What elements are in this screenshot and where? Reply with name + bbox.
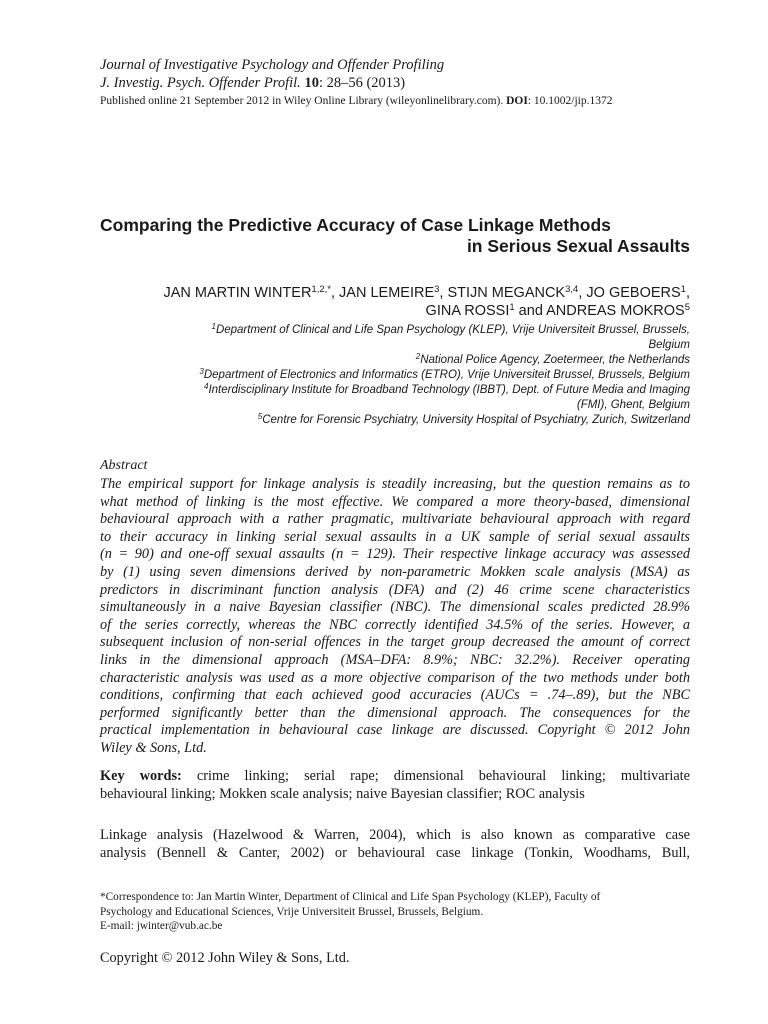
author-row-1: JAN MARTIN $WINTER^{1,2,*}$, JAN LEMEIRE$^3$, STIJN MEGANCK$^{3,4}$, JO GEBOERS$^1$,: [163, 284, 690, 301]
author-sup: 1: [509, 302, 515, 313]
journal-citation: [100, 74, 700, 92]
abstract-line: conditions, confirming that each achieved good accuracies (AUCs = .74–.89), but the NBC: [100, 687, 690, 704]
abstract-line: simultaneously in a naive Bayesian classifier (NBC). The dimensional scales predicted 28.9%: [100, 599, 690, 616]
author-sup: 5: [684, 302, 690, 313]
keywords-line-1: [100, 767, 690, 785]
affiliation-1: $^1$Department of Clinical and Life Span Psychology (KLEP), Vrije Universiteit Brussel, Brussels,: [211, 322, 690, 336]
affiliation-2: $^2$National Police Agency, Zoetermeer, the Netherlands: [415, 352, 690, 366]
author-list: [90, 284, 690, 320]
journal-abbrev: J. Investig. Psych. Offender Profil.: [100, 75, 301, 91]
abstract-line: to their accuracy in linking serial sexual assaults in a UK sample of serial sexual assaults: [100, 528, 690, 545]
publication-info: [100, 93, 700, 109]
correspondence-footnote: [100, 890, 700, 934]
abstract-line: of the series correctly, whereas the NBC correctly identified 34.5% of the series. However, a: [100, 616, 690, 633]
author-row-2: GINA ROSSI$^1$ and ANDREAS MOKROS$^5$: [425, 302, 690, 319]
affiliation-4-cont: (FMI), Ghent, Belgium: [576, 399, 690, 411]
journal-pages: : 28–56 (2013): [318, 75, 406, 91]
article-title: [100, 215, 690, 257]
title-line-2: in Serious Sexual Assaults: [466, 236, 690, 256]
abstract-line: behavioural approach with a rather pragmatic, multivariate behavioural approach with regard: [100, 511, 690, 528]
abstract-line: The empirical support for linkage analysis is steadily increasing, but the question remains as to: [100, 476, 690, 492]
abstract-line: (n = 90) and one-off sexual assaults (n = 129). Their respective linkage accuracy was assessed: [100, 546, 690, 563]
footnote-line-1: *Correspondence to: Jan Martin Winter, Department of Clinical and Life Span Psychology (KLEP), Faculty of: [100, 891, 601, 903]
abstract-body: [100, 476, 690, 758]
abstract-line: characteristic analysis was used as a more objective comparison of the two methods under both: [100, 669, 690, 686]
intro-paragraph: [100, 826, 690, 862]
keywords-text-1: crime linking; serial rape; dimensional behavioural linking; multivariate: [181, 768, 690, 784]
abstract-line: Wiley & Sons, Ltd.: [100, 739, 207, 756]
journal-header: [100, 56, 700, 109]
abstract-line: performed significantly better than the dimensional approach. The consequences for the: [100, 704, 690, 721]
abstract-line: subsequent inclusion of non-serial offences in the target group decreased the amount of correct: [100, 634, 690, 651]
abstract-line: predictors in discriminant function analysis (DFA) and (2) 46 crime scene characteristics: [100, 581, 690, 598]
abstract-heading: Abstract: [100, 458, 148, 473]
intro-line-2: analysis (Bennell & Canter, 2002) or behavioural case linkage (Tonkin, Woodhams, Bull,: [100, 845, 690, 861]
copyright-notice: Copyright © 2012 John Wiley & Sons, Ltd.: [100, 950, 350, 966]
doi-value: : 10.1002/jip.1372: [527, 95, 613, 107]
footnote-line-2: Psychology and Educational Sciences, Vrije Universiteit Brussel, Brussels, Belgium.: [100, 905, 484, 918]
doi-label: DOI: [506, 95, 528, 107]
affiliations: [90, 323, 690, 428]
abstract-line: by (1) using seven dimensions derived by non-parametric Mokken scale analysis (MSA) as: [100, 563, 690, 580]
author-name: JAN MARTIN WINTER: [163, 285, 312, 301]
author-sup: 1,2,*: [311, 284, 331, 295]
author-name: STIJN MEGANCK: [447, 285, 566, 301]
journal-volume: 10: [304, 75, 319, 91]
affiliation-1-cont: Belgium: [648, 339, 690, 351]
author-sup: 3: [434, 284, 440, 295]
affiliation-3: $^3$Department of Electronics and Informatics (ETRO), Vrije Universiteit Brussel, Brussels, Belgium: [199, 367, 690, 381]
abstract-line: what method of linking is the most effective. We compared a more theory-based, dimensional: [100, 493, 690, 510]
keywords-label: Key words:: [100, 768, 182, 784]
author-sup: 3,4: [565, 284, 579, 295]
footnote-email: E-mail: jwinter@vub.ac.be: [100, 920, 223, 932]
affiliation-5: $^5$Centre for Forensic Psychiatry, University Hospital of Psychiatry, Zurich, Switzerland: [257, 412, 690, 426]
author-name: GINA ROSSI: [425, 303, 510, 319]
abstract-line: links in the dimensional approach (MSA–DFA: 8.9%; NBC: 32.2%). Receiver operating: [100, 651, 690, 668]
affiliation-4: $^4$Interdisciplinary Institute for Broadband Technology (IBBT), Dept. of Future Media and Imaging: [203, 382, 690, 396]
keywords-line-2: behavioural linking; Mokken scale analysis; naive Bayesian classifier; ROC analysis: [100, 786, 585, 802]
author-name: JO GEBOERS: [586, 285, 681, 301]
title-line-1: Comparing the Predictive Accuracy of Case Linkage Methods: [100, 215, 611, 235]
keywords: [100, 767, 690, 803]
journal-name: Journal of Investigative Psychology and Offender Profiling: [100, 57, 445, 73]
author-name: ANDREAS MOKROS: [546, 303, 685, 319]
author-sup: 1: [680, 284, 686, 295]
published-online: Published online 21 September 2012 in Wiley Online Library (wileyonlinelibrary.com).: [100, 95, 504, 107]
author-name: JAN LEMEIRE: [339, 285, 435, 301]
intro-line-1: Linkage analysis (Hazelwood & Warren, 2004), which is also known as comparative case: [100, 827, 690, 843]
abstract-line: practical implementation in behavioural case linkage are discussed. Copyright © 2012 John: [100, 722, 690, 739]
